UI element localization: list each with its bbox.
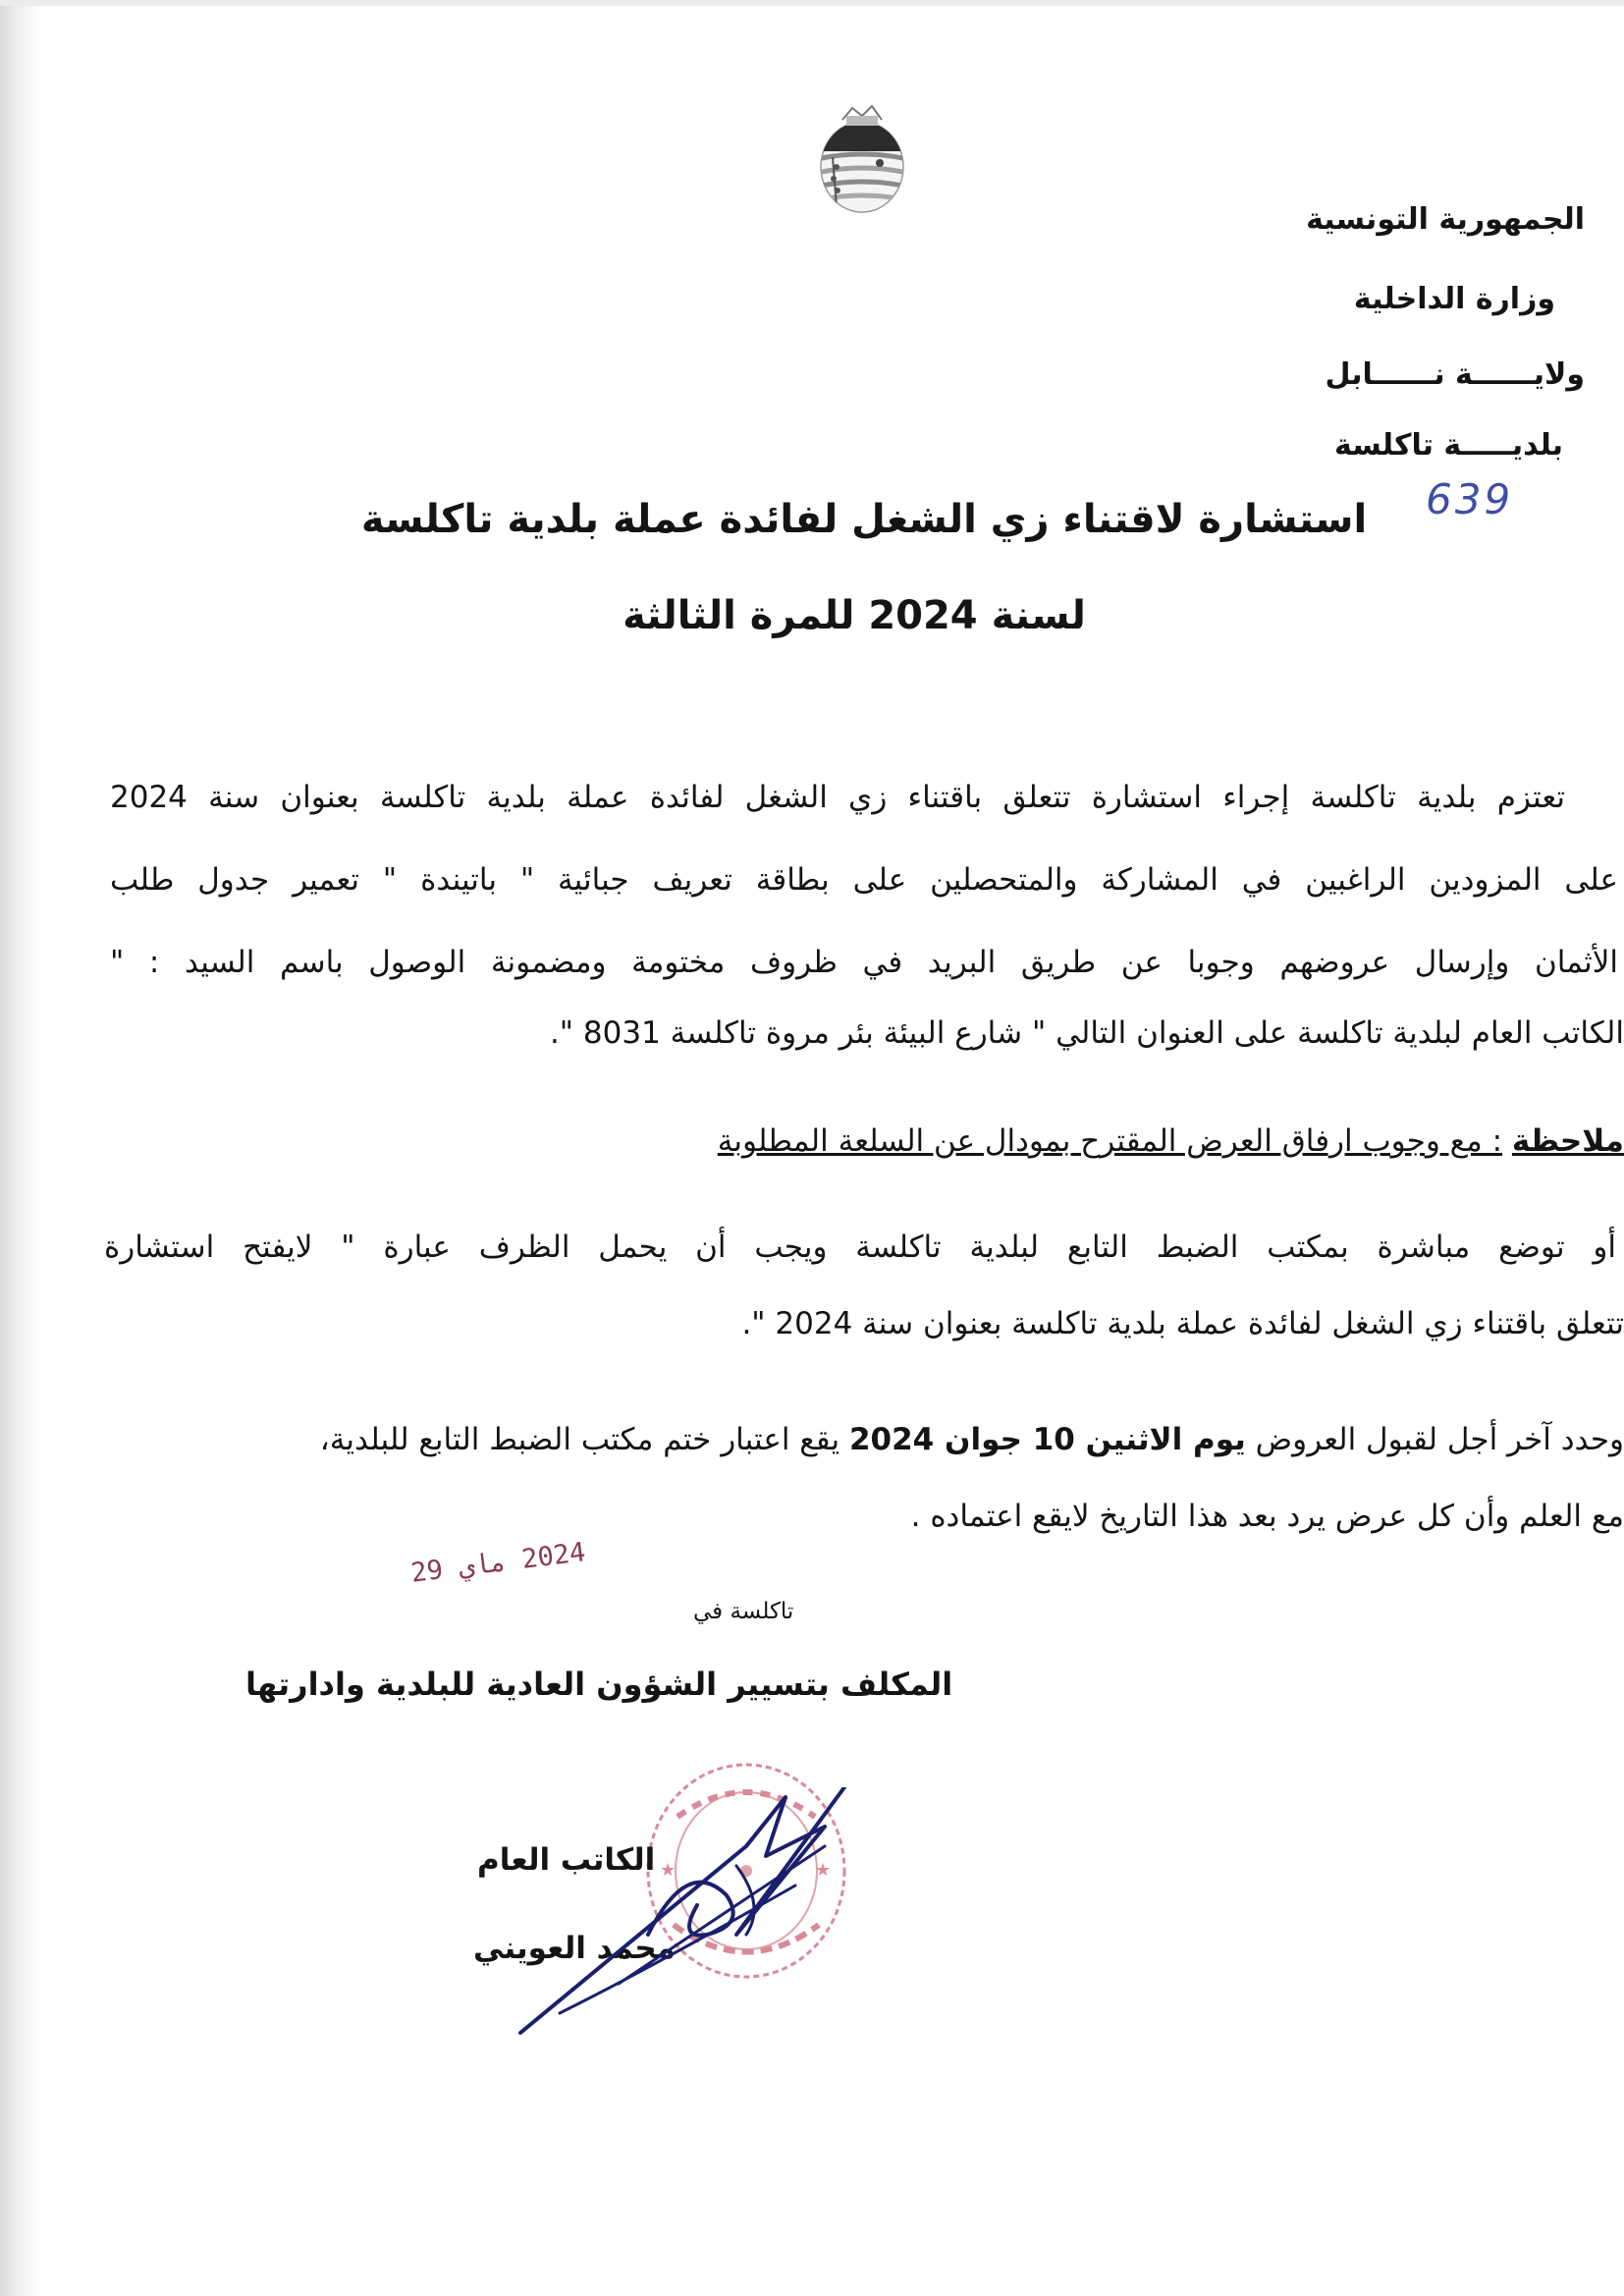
governorate-name: ولايــــــة نــــــابل xyxy=(1325,357,1585,392)
note-text: : مع وجوب ارفاق العرض المقترح بمودال عن السلعة المطلوبة xyxy=(717,1123,1503,1159)
republic-name: الجمهورية التونسية xyxy=(1306,202,1585,237)
paragraph1-line3: الأثمان وإرسال عروضهم وجوبا عن طريق البريد في ظروف مختومة ومضمونة الوصول باسم السيد : " xyxy=(110,945,1618,980)
deadline-date: يوم الاثنين 10 جوان 2024 xyxy=(848,1422,1246,1457)
svg-text:★: ★ xyxy=(815,1860,832,1881)
paragraph3-line1 xyxy=(320,1422,1624,1457)
paragraph2-line1: أو توضع مباشرة بمكتب الضبط التابع لبلدية تاكلسة ويجب أن يحمل الظرف عبارة " لايفتح استشارة xyxy=(104,1230,1616,1265)
place-label: تاكلسة في xyxy=(693,1599,794,1624)
paragraph1-line2: على المزودين الراغبين في المشاركة والمتحصلين على بطاقة تعريف جبائية " باتيندة " تعمير جدول طلب xyxy=(110,862,1618,898)
paragraph2-line2: تتعلق باقتناء زي الشغل لفائدة عملة بلدية تاكلسة بعنوان سنة 2024 ". xyxy=(741,1306,1624,1341)
note xyxy=(718,1123,1624,1159)
signatory-title: الكاتب العام xyxy=(477,1842,656,1878)
signatory-name: محمد العويني xyxy=(473,1931,676,1966)
note-label: ملاحظة xyxy=(1511,1123,1624,1159)
svg-text:★: ★ xyxy=(660,1860,677,1881)
document-title-line1: استشارة لاقتناء زي الشغل لفائدة عملة بلدية تاكلسة xyxy=(360,497,1368,542)
municipality-name: بلديـــــة تاكلسة xyxy=(1334,428,1563,463)
deadline-condition: يقع اعتبار ختم مكتب الضبط التابع للبلدية، xyxy=(319,1422,840,1457)
municipality-emblem-icon xyxy=(803,98,921,221)
reference-number: 639 xyxy=(1426,475,1514,523)
handwritten-signature xyxy=(501,1787,864,2043)
date-stamp: 2024 ماي 29 xyxy=(408,1537,588,1589)
scan-top-shadow xyxy=(0,0,1624,6)
scan-edge-shadow xyxy=(0,0,43,2296)
paragraph3-line2: مع العلم وأن كل عرض يرد بعد هذا التاريخ لايقع اعتماده . xyxy=(910,1499,1624,1534)
officer-title: المكلف بتسيير الشؤون العادية للبلدية وادارتها xyxy=(245,1666,953,1703)
document-title-line2: لسنة 2024 للمرة الثالثة xyxy=(623,593,1086,638)
paragraph1-line1: تعتزم بلدية تاكلسة إجراء استشارة تتعلق باقتناء زي الشغل لفائدة عملة بلدية تاكلسة بعنوان سنة 2024 xyxy=(110,780,1565,815)
paragraph1-line4: الكاتب العام لبلدية تاكلسة على العنوان التالي " شارع البيئة بئر مروة تاكلسة 8031 ". xyxy=(549,1015,1624,1051)
deadline-intro: وحدد آخر أجل لقبول العروض xyxy=(1255,1422,1624,1457)
ministry-name: وزارة الداخلية xyxy=(1353,282,1555,316)
